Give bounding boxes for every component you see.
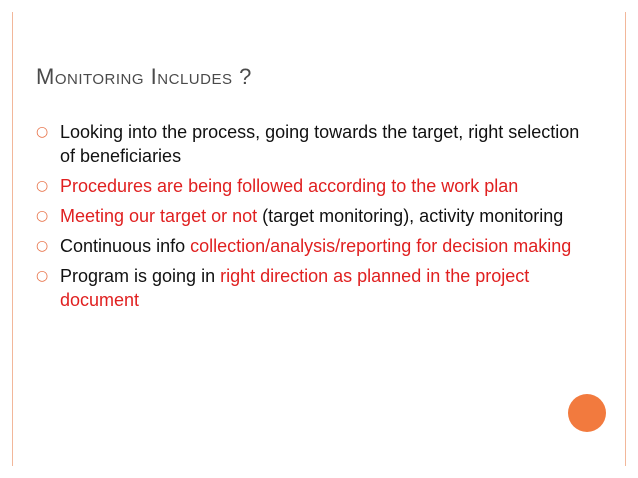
- bullet-text: Program is going in: [60, 266, 221, 286]
- bullet-item: [36, 264, 596, 312]
- bullet-item: [36, 120, 596, 168]
- bullet-text-highlight: collection/analysis/reporting for decision making: [190, 236, 572, 256]
- bullet-text-highlight: Meeting our target or not: [60, 206, 258, 226]
- bullet-item: [36, 174, 596, 198]
- ring-bullet-icon: ○: [36, 124, 49, 140]
- bullet-text: Looking into the process, going towards the target, right selection of beneficiaries: [60, 122, 580, 166]
- decorative-orange-circle: [568, 394, 606, 432]
- bullet-text: (target monitoring), activity monitoring: [257, 206, 564, 226]
- ring-bullet-icon: ○: [36, 178, 49, 194]
- bullet-list: [36, 120, 596, 318]
- bullet-text-highlight: right direction as planned in the project document: [60, 266, 530, 310]
- bullet-item: [36, 204, 596, 228]
- bullet-text-highlight: Procedures are being followed according to the work plan: [60, 176, 519, 196]
- bullet-item: [36, 234, 596, 258]
- bullet-text: Continuous info: [60, 236, 191, 256]
- ring-bullet-icon: ○: [36, 208, 49, 224]
- ring-bullet-icon: ○: [36, 238, 49, 254]
- ring-bullet-icon: ○: [36, 268, 49, 284]
- slide-title: Monitoring Includes ?: [36, 64, 252, 89]
